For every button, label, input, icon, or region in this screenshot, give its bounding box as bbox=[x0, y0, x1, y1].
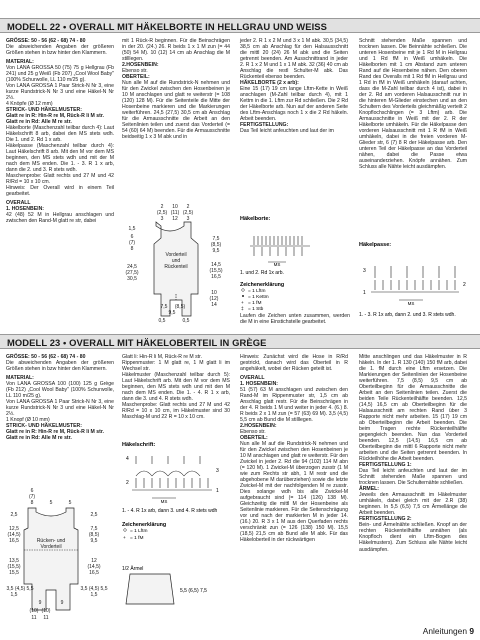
model22.col1-paragraph: 42 (48) 52 M in Hellgrau anschlagen und zwischen den Rand-M glatt re str, dabei bbox=[6, 212, 114, 225]
m23-b11b: 11 bbox=[43, 615, 49, 621]
m23-aermel-shape bbox=[126, 574, 174, 604]
footer-text: Anleitungen bbox=[422, 626, 467, 636]
dim-left-245: 24,5 bbox=[127, 264, 137, 270]
model22.col1-paragraph: 4 Knöpfe (Ø 12 mm) bbox=[6, 101, 53, 108]
schrift-row-3: 3 bbox=[216, 468, 219, 474]
model22-laufen-note: Laufen die Zeichen unten zusammen, werden die M in eine Einstichstelle gearbeitet. bbox=[240, 313, 350, 326]
label-vorderteil: Vorderteil bbox=[165, 252, 187, 258]
model22.col1-heading: STRICK- UND HÄKELMUSTER: bbox=[6, 107, 82, 114]
m23-row-note: 1. - 4. R 1x arb, dann 3. und 4. R stets wdh bbox=[122, 508, 218, 514]
label-rueckenteil: Rückenteil bbox=[164, 264, 188, 270]
model23-schematic bbox=[6, 486, 116, 626]
dim-top-c3: 3 bbox=[186, 216, 190, 222]
model23.col4-paragraph: Jeweils den Armausschnitt im Häkelmuster umhäkeln, dabei gleich mit der 2.R (38) beginnen. In 5,5 (6,5) 7,5 cm Ärmellänge die Arbeit beenden. bbox=[359, 492, 467, 517]
legend-lftm: = 1 Lftm bbox=[248, 289, 266, 294]
model23.col3-heading: 2.HOSENBEIN: bbox=[240, 423, 277, 430]
dim-right-10: 10 bbox=[211, 290, 217, 296]
model23-column-2 bbox=[122, 354, 230, 434]
borte-zeichen: Zeichenerklärung bbox=[240, 282, 285, 288]
model22-header: MODELL 22 • OVERALL MIT HÄKELBORTE IN HELLGRAU UND WEISS bbox=[0, 18, 480, 33]
passe-ms: MS bbox=[407, 301, 415, 306]
model23.col1-paragraph: 1 Knopf (Ø 10 mm) bbox=[6, 417, 50, 424]
dim-left-8: 8 bbox=[130, 246, 134, 252]
model23.col1-heading: STRICK- UND HÄKELMUSTER: bbox=[6, 423, 82, 430]
model22.col3-paragraph: jeder 2. R 1 x 2 M und 3 x 1 M abk. 30,5 (34,5) 38,5 cm ab Anschlag für den Halsausschnitt die mittl 20 (24) 26 M abk und die Seiten getrennt beenden. Am Ausschnittrand in jeder 2. R 1 x 2 M und 1 x 1 M abk. 32 (36) 40 cm ab Anschlag die restl Schulter-M abk. Das Rückenteil ebenso beenden. bbox=[240, 38, 348, 81]
dim-bot-95: 9,5 bbox=[168, 310, 176, 316]
m23-l165: 16,5 bbox=[9, 538, 19, 544]
m23-r15: 1,5 bbox=[90, 592, 98, 598]
model22.col1-paragraph: Von LANA GROSSA 50 (75) 75 g Hellgrau (Fb 241) und 25 g Weiß (Fb 207) „Cool Wool Baby" (100% Schurwolle, LL 110 m/25 g). bbox=[6, 65, 114, 84]
borte-ms: MS bbox=[273, 262, 281, 267]
m23-l25: 2,5 bbox=[10, 512, 18, 518]
passe-row-3: 3 bbox=[363, 268, 366, 274]
m23-zeichen: Zeichenerklärung bbox=[122, 522, 167, 528]
legend-kettm: = 1 Kettm bbox=[248, 295, 269, 300]
model22.col2-paragraph: mit 1 Rück-R beginnen. Für die Beinschrägen in der 20. (24.) 26. R beids 1 x 1 M zun (= 44 (50) 54 M). 10 (12) 14 cm ab Anschlag die M stilllegen. bbox=[122, 38, 230, 63]
model23.col1-heading: Glatt re in Rd: Alle M re str. bbox=[6, 435, 72, 442]
borte-rd-note: 1. und 2. Rd 1x arb. bbox=[240, 270, 284, 276]
dim-bot-85: (8,5) bbox=[174, 304, 186, 310]
m23-legend-fm: = 1 fM bbox=[130, 536, 144, 541]
model22.col1-heading: GRÖSSE: 50 - 56 (62 - 68) 74 - 80 bbox=[6, 38, 86, 44]
model23.col1-heading: GRÖSSE: 50 - 56 (62 - 68) 74 - 80 bbox=[6, 354, 86, 360]
dim-top-a3: 3 bbox=[160, 216, 164, 222]
m23-t8: 8 bbox=[30, 500, 34, 506]
dim-right-155: (15,5) bbox=[209, 268, 223, 274]
model22.col4-paragraph: Schnitt stehenden Maße spannen und trocknen lassen. Die Beinnähte schließen. Die unteren Hosenbeine mit je 1 Rd M in Hellgrau und 1 Rd fM in Weiß umhäkeln. Die Häkelborten mit 1 cm Abstand zum unteren Rand auf die Hosenbeine nähen. Den oberen Rand des Overalls mit 1 Rd fM in Hellgrau und 1 Rd in fM in Weiß umhäkeln (darauf achten, dass die M-Zahl teilbar durch 4 ist), dabei in der 2. Rd am vorderen Halsausschnitt nur in die hinteren M-Glieder einstechen und an den Schultern des Vorderteils gleichmäßig verteilt 2 Knopflochschlingen (= 3 Lftm) arb. Die Armausschnitte in Weiß mit der 2. R der Häkelborte umhäkeln. Für die Häkelpasse den vorderen Halsausschnitt mit 1 R fM in Weiß umhäkeln, dabei in die freien vorderen M-Glieder str, 6 (7) 8 R der Häkelpasse arb. Den unteren Teil der Häkelpasse an das Vorderteil nähen, dabei die Passe etwa auseinanderziehen. Knöpfe annähen. Zum Schluss alle Nähte leicht ausdämpfen. bbox=[359, 38, 467, 171]
m23-l135: 13,5 bbox=[9, 558, 19, 564]
model23.col4-paragraph: Das Teil leicht anfeuchten und laut der im Schnitt stehenden Maße spannen und trocknen lassen. Die Schulternähte schließen. bbox=[359, 468, 467, 487]
model23.col4-heading: FERTIGSTELLUNG 2: bbox=[359, 516, 412, 523]
model22.col3-heading: HÄKELBORTE (2 x arb): bbox=[240, 80, 299, 87]
m23-t5b: 5 bbox=[68, 500, 72, 506]
model23.col3-paragraph: Ebenso str. bbox=[240, 429, 266, 436]
m23-r75: 7,5 bbox=[90, 526, 98, 532]
model22-column-3 bbox=[240, 38, 348, 213]
model22-haekelpasse-chart bbox=[359, 240, 474, 330]
schrift-row-1: 1 bbox=[216, 488, 219, 494]
dim-right-75: 7,5 bbox=[212, 236, 220, 242]
model23.col3-heading: OBERTEIL: bbox=[240, 435, 268, 442]
dim-bot-75: 7,5 bbox=[160, 304, 168, 310]
m23-legend-fm-sym: + bbox=[123, 536, 126, 541]
schrift-row-4: 4 bbox=[126, 456, 129, 462]
model23.col3-heading: 1. HOSENBEIN: bbox=[240, 381, 278, 388]
m23-r12: 12 bbox=[91, 558, 97, 564]
dim-left-275: (27,5) bbox=[125, 270, 139, 276]
legend-stb-sym: ‡ bbox=[241, 307, 244, 312]
dim-top-b: 10 bbox=[172, 204, 178, 210]
model23.col1-heading: MATERIAL: bbox=[6, 375, 34, 382]
dim-bot-05: 0,5 bbox=[158, 318, 166, 324]
m23-l125: 12,5 bbox=[9, 526, 19, 532]
model22.col3-paragraph: Eine 15 (17) 19 cm lange Lftm-Kette in Weiß anschlagen (M-Zahl teilbar durch 4), mit 1 Kettm in die 1. Lftm zur Rd schließen. Die 2 Rd der Häkelborte arb. Nun auf der anderen Seite des Lftm-Anschlags noch 1 x die 2 Rd häkeln. Arbeit beenden. bbox=[240, 86, 348, 123]
model23.col3-paragraph: Nun alle M auf die Rundstrick-N nehmen und für den Zwickel zwischen den Hosenbeinen je 10 M anschlagen und glatt re weiterstr. Für den Zwickel in jeder 2. Rd die 94 (102) 114 M abn (= 120 M). 1 Zwickel-M überzogen zusstr (1 M wie zum Rechts str abh, 1 M restr und die abgehobene M darüberziehen) sowie die letzte Zwickel-M mit der nachfolgenden M re zusstr. Dies solange wdh bis alle Zwickel-M aufgebraucht sind (= 114 (126) 138 M). Gleichzeitig die mittl M der Hosenbeine als Seitenlinie markieren. Für die Seitenschrägung vor und nach der markierten M in jeder 14. (16.) 20. R 3 x 1 M aus den Querfaden rechts verschränkt zun (= 126 (138) 150 M). 15,5 (18,5) 21,5 cm ab Bund alle M abk. Für das Häkeloberteil in der rückwärtigen bbox=[240, 441, 348, 544]
model22.col2-heading: 2.HOSENBEIN: bbox=[122, 62, 159, 69]
m23-r16: 16,5 bbox=[89, 570, 99, 576]
model22.col2-heading: OBERTEIL: bbox=[122, 74, 150, 81]
model22.col1-paragraph: Hinweis: Der Overall wird in einem Teil gearbeitet. bbox=[6, 185, 114, 198]
m23-t7: (7) bbox=[28, 494, 36, 500]
model22.col1-paragraph: Maschenprobe: Glatt rechts und 27 M und 42 R/Rd = 10 x 10 cm. bbox=[6, 173, 114, 186]
dim-left-top: 1,5 bbox=[128, 226, 136, 232]
model23.col3-heading: OVERALL bbox=[240, 375, 265, 382]
legend-fm: = 1 fM bbox=[248, 301, 262, 306]
model23.col2-paragraph: Glatt li: Hin-R li M, Rück-R re M str. bbox=[122, 354, 202, 360]
model23.col1-heading: Glatt re in R: Hin-R re M, Rück-R li M str. bbox=[6, 429, 104, 436]
model23.col1-paragraph: Von LANA GROSSA 1 Paar Strick-N Nr 3, eine kurze Rundstrick-N Nr 3 und eine Häkel-N Nr 2½. bbox=[6, 399, 114, 418]
model23.col4-heading: ÄRMEL: bbox=[359, 486, 379, 493]
m23-aermel-label: 1/2 Ärmel bbox=[122, 566, 144, 572]
m23-b9: 9 bbox=[38, 600, 42, 606]
dim-left-7: (7) bbox=[128, 240, 136, 246]
m23-l145: (14,5) bbox=[7, 532, 21, 538]
m23-legend-lftm: = 1 Lftm bbox=[130, 529, 148, 534]
model22.col2-paragraph: Ebenso str. bbox=[122, 68, 148, 75]
model22.col1-paragraph: Von LANA GROSSA 1 Paar Strick-N Nr 3, eine kurze Rundstrick-N Nr 3 und eine Häkel-N Nr 2½. bbox=[6, 83, 114, 102]
haekelpasse-title: Häkelpasse: bbox=[359, 242, 392, 248]
model23.col3-paragraph: Hinweis: Zunächst wird die Hose in R/Rd gestrickt, danach wird das Oberteil in R angehäkelt, wobei der Rücken geteilt ist. bbox=[240, 354, 348, 373]
model22.col1-heading: Glatt re in R: Hin-R re M, Rück-R li M str. bbox=[6, 113, 104, 120]
dim-right-95: 9,5 bbox=[212, 248, 220, 254]
model22-column-1 bbox=[6, 38, 114, 321]
dim-right-165: 16,5 bbox=[211, 274, 221, 280]
model23.col2-paragraph: Maschenprobe: Glatt rechts und 27 M und 42 R/Rd = 10 x 10 cm, im Häkelmuster sind 30 Maschlag-M und 22 R = 10 x 10 cm. bbox=[122, 402, 230, 421]
m23-r35: 3,5 (4,5) 5,5 bbox=[80, 586, 108, 592]
legend-fm-sym: + bbox=[241, 301, 244, 306]
model23.col4-heading: FERTIGSTELLUNG 1: bbox=[359, 462, 412, 469]
m23-haekelschrift-title: Häkelschrift: bbox=[122, 442, 156, 448]
dim-right-12: (12) bbox=[209, 296, 219, 302]
model22.col1-heading: MATERIAL: bbox=[6, 59, 34, 66]
dim-right-85: (8,5) bbox=[210, 242, 222, 248]
m23-b11: 11 bbox=[31, 615, 37, 621]
dim-top-a: 2 bbox=[160, 204, 164, 210]
dim-bot-05b: 0,5 bbox=[182, 318, 190, 324]
model23-column-4 bbox=[359, 354, 467, 624]
m23-l15: 1,5 bbox=[10, 592, 18, 598]
dim-top-c2: (2,5) bbox=[182, 210, 194, 216]
legend-stb: = 1 Stb bbox=[248, 307, 264, 312]
model23-column-1 bbox=[6, 354, 114, 464]
model22.col1-heading: OVERALL bbox=[6, 200, 31, 207]
dim-top-c: 2 bbox=[186, 204, 190, 210]
model22-schematic bbox=[118, 196, 238, 326]
model22-column-4 bbox=[359, 38, 467, 238]
m23-aermel-meas: 5,5 (6,5) 7,5 bbox=[180, 588, 207, 594]
m23-b10b: (10) bbox=[41, 608, 51, 614]
dim-left-6: 6 bbox=[130, 234, 134, 240]
m23-l35: 3,5 (4,5) 5,5 bbox=[6, 586, 34, 592]
m23-label-ruecken: Rücken- und bbox=[36, 538, 66, 544]
model23-haekelschrift-chart bbox=[122, 440, 237, 626]
m23-r25: 2,5 bbox=[90, 512, 98, 518]
model22.col3-heading: FERTIGSTELLUNG: bbox=[240, 122, 289, 129]
dim-top-a2: (2,5) bbox=[156, 210, 168, 216]
dim-left-305: 30,5 bbox=[127, 276, 137, 282]
schrift-row-2: 2 bbox=[126, 480, 129, 486]
m23-r14: (14,5) bbox=[87, 564, 101, 570]
model23-overall-outline bbox=[24, 508, 78, 610]
model23.col3-paragraph: 51 (57) 63 M anschlagen und zwischen den Rand-M im Rippenmuster str, 1,5 cm ab Anschlag glatt restr. Für die Beinschrägen in der 4. R beids 1 M und weiter in jeder 4. (6.) 8. R beids 2 x 1 M zun (= 57 (63) 69 M). 3,5 (4,5) 5,5 cm ab Bund die M stilllegen. bbox=[240, 387, 348, 424]
model22.col3-paragraph: Das Teil leicht anfeuchten und laut der im bbox=[240, 128, 334, 135]
model22.col1-paragraph: Häkelpasse (Maschenzahl teilbar durch 4): Laut Häkelschrift 8 arb. Mit den M vor dem MS beginnen, den MS stets wdh und mit der M nach dem MS enden. Die 1. - 3. R 1 x arb, dann die 2. und 3. R stets wdh. bbox=[6, 143, 114, 174]
page-footer bbox=[423, 626, 474, 636]
model23-header: MODELL 23 • OVERALL MIT HÄKELOBERTEIL IN GRÈGE bbox=[0, 334, 480, 349]
passe-row-1: 1 bbox=[363, 290, 366, 296]
model22-haekelborte-chart bbox=[240, 214, 355, 324]
dim-top-b2: (11) bbox=[170, 210, 180, 216]
m23-r85: (8,5) bbox=[88, 532, 100, 538]
m23-l155b: 15,5 bbox=[9, 570, 19, 576]
m23-label-vorderteil: Vorderteil bbox=[40, 544, 62, 550]
label-und: und bbox=[171, 258, 181, 264]
model23.col2-paragraph: Häkelmuster (Maschenzahl teilbar durch 5): Laut Häkelschrift arb. Mit den M vor dem MS beginnen, den MS stets wdh und mit den M nach dem MS enden. Die 1. - 4. R 1 x arb, dann die 3. und 4. R stets wdh. bbox=[122, 372, 230, 403]
model22.col1-paragraph: Häkelborte (Maschenzahl teilbar durch 4): Laut Häkelschrift 8 arb, dabei den MS stets wdh. Die 1. und 2. Rd 1 x arb. bbox=[6, 125, 114, 144]
m23-ms: MS bbox=[160, 499, 168, 504]
model22.col2-paragraph: Nun alle M auf die Rundstrick-N nehmen und für den Zwickel zwischen den Hosenbeinen je 10 M anschlagen und glatt re weiterstr (= 108 (120) 128 M). Für die Seitenteile die Mitte der Hosenbeine markieren und die Markierungen weiterführen. 24,5 (27,5) 30,5 cm ab Anschlag für die Armausschnitte die Arbeit an den Seitenlinien teilen und zuerst das Vorderteil (= 54 (60) 64 M) beenden. Für die Armausschnitte beidseitig 1 x 3 M abk und in bbox=[122, 80, 230, 141]
dim-right-14: 14 bbox=[211, 302, 217, 308]
model22-column-2 bbox=[122, 38, 230, 141]
model23.col4-paragraph: Bein- und Ärmelnähte schließen. Knopf an der rechten Rückenteilhälfte annähen (als Knopfloch dient ein Lftm-Bogen des Häkelmusters). Zum Schluss alle Nähte leicht ausdämpfen. bbox=[359, 522, 467, 553]
dim-top-b3: 12 bbox=[172, 216, 178, 222]
m23-r95: 9,5 bbox=[90, 538, 98, 544]
passe-note: 1. - 3. R 1x arb, dann 2. und 3. R stets wdh. bbox=[359, 312, 456, 318]
model23.col4-paragraph: Mitte anschlingen und das Häkelmuster in R häkeln. In der 1. R 130 (140) 150 fM arb, dabei die 1. fM durch eine Lftm ersetzen. Die Markierungen der Seitenlinien der Hosenbeine weiterführen. 7,5 (8,5) 9,5 cm ab Oberteilbeginn für die Armausschnitte die Arbeit an den Seitenlinien teilen. Zuerst die beiden Teile Rückenteilhälfte beenden. 12,5 (14,5) 16,5 cm ab Oberteilbeginn für die Halsausschnitt am rechten Rand über 3 Rapporte nicht mehr arbeiten. 15 (17) 19 cm ab Oberteilbeginn die Arbeit beenden. Die beim Tragen rechte Rückenteilhälfte gegengleich beenden. Nun das Vorderteil beenden. 12,5 (14,5) 16,5 cm ab Oberteilbeginn die mittl 6 Rapporte nicht mehr arbeiten und die Seiten getrennt beenden. In Rückteilhöhe die Arbeit beenden. bbox=[359, 354, 467, 463]
model22.col1-paragraph: Die abweichenden Angaben der größeren Größen stehen in bzw hinter den Klammern. bbox=[6, 44, 114, 57]
passe-row-2: 2 bbox=[463, 282, 466, 288]
model23.col1-paragraph: Die abweichenden Angaben der größeren Größen stehen in bzw hinter den Klammern. bbox=[6, 360, 114, 373]
page-number: 9 bbox=[469, 626, 474, 636]
m23-l155: (15,5) bbox=[7, 564, 21, 570]
model23.col2-paragraph: Rippenmuster: 1 M glatt re, 1 M glatt li im Wechsel str. bbox=[122, 360, 230, 373]
model22.col1-heading: 1. HOSENBEIN: bbox=[6, 206, 44, 213]
m23-b10: (10) bbox=[29, 608, 39, 614]
m23-t6: 6 bbox=[30, 488, 34, 494]
dim-right-145: 14,5 bbox=[211, 262, 221, 268]
m23-b9b: 9 bbox=[60, 600, 64, 606]
model23.col1-paragraph: Von LANA GROSSA 100 (100) 125 g Grège (Fb 212) „Cool Wool Baby" (100% Schurwolle, LL 110 m/25 g). bbox=[6, 381, 114, 400]
haekelborte-title: Häkelborte: bbox=[240, 216, 271, 222]
model23-column-3 bbox=[240, 354, 348, 624]
model22.col1-heading: Glatt re in Rd: Alle M re str. bbox=[6, 119, 72, 126]
m23-t5a: 5 bbox=[49, 500, 53, 506]
